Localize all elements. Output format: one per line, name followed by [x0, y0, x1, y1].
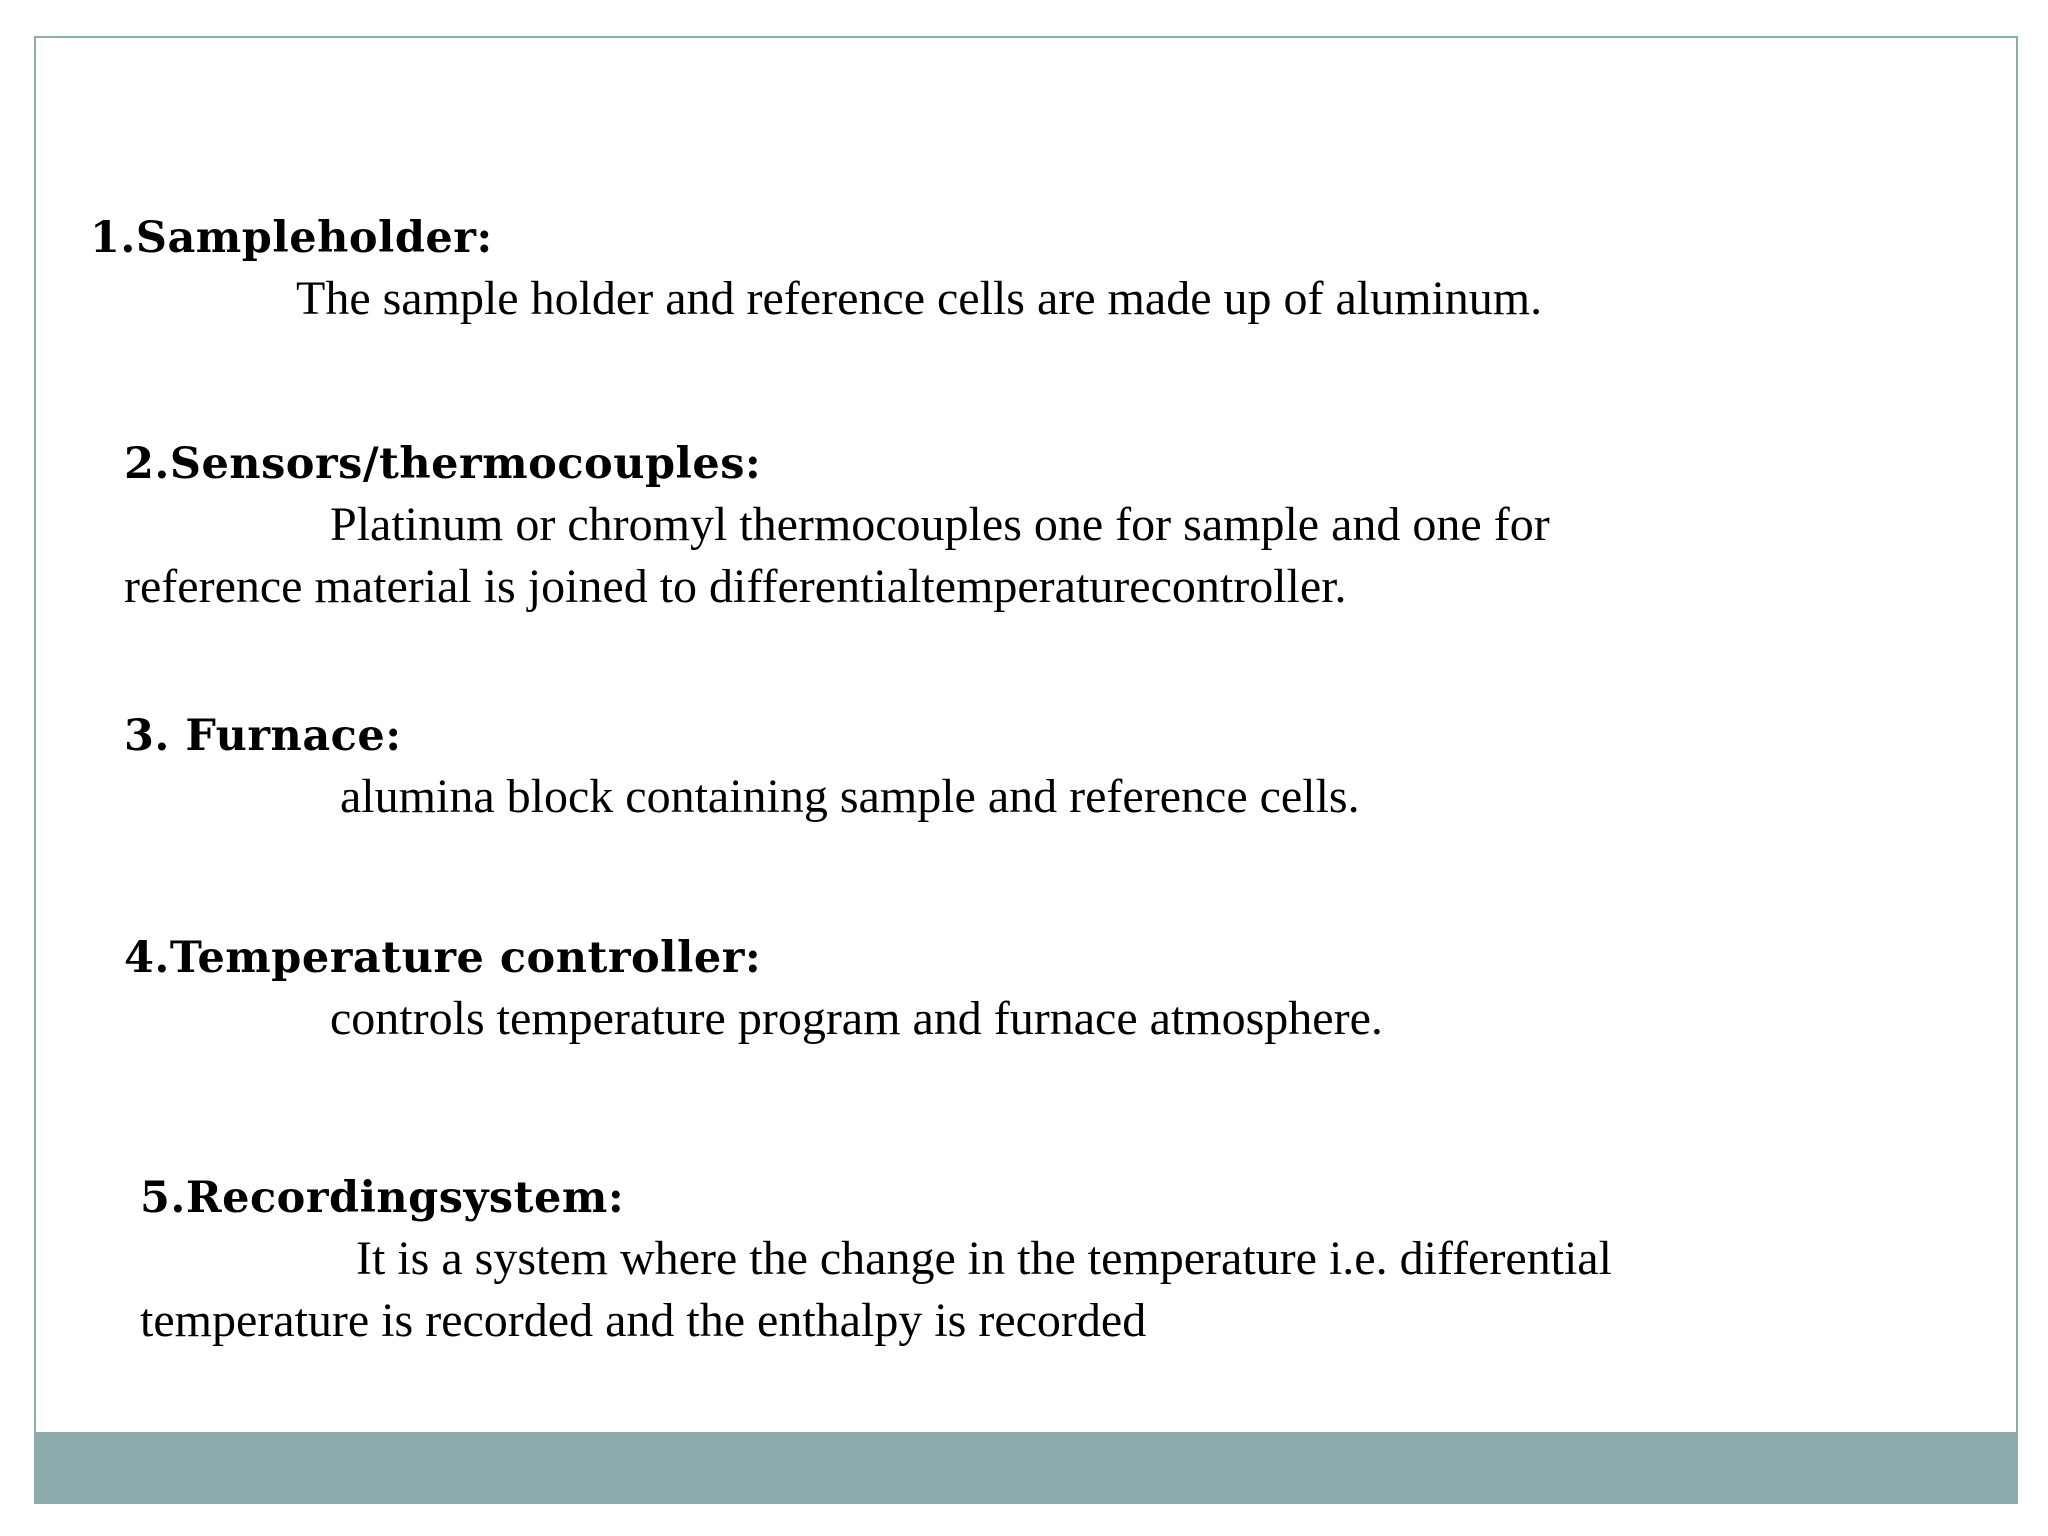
section-recording-system [140, 1168, 1612, 1352]
section-body [124, 988, 1383, 1050]
section-heading: 1.Sampleholder: [90, 213, 493, 263]
section-body-line: controls temperature program and furnace atmosphere. [330, 992, 1383, 1045]
section-heading: 3. Furnace: [124, 711, 402, 761]
section-body [124, 766, 1360, 828]
section-body-line: temperature is recorded and the enthalpy is recorded [140, 1294, 1147, 1347]
section-body [90, 268, 1542, 330]
section-body-line: The sample holder and reference cells are made up of aluminum. [296, 272, 1543, 325]
section-body [124, 494, 1550, 618]
section-body-line: Platinum or chromyl thermocouples one for sample and one for [330, 498, 1550, 551]
slide [34, 36, 2018, 1504]
section-heading: 5.Recordingsystem: [140, 1173, 625, 1223]
section-furnace [124, 706, 1360, 828]
section-sampleholder [90, 208, 1542, 330]
section-sensors [124, 434, 1550, 618]
section-heading: 2.Sensors/thermocouples: [124, 439, 762, 489]
section-body [140, 1228, 1612, 1352]
section-heading: 4.Temperature controller: [124, 933, 762, 983]
footer-bar [36, 1432, 2016, 1502]
section-body-line: alumina block containing sample and reference cells. [340, 770, 1360, 823]
section-temperature-controller [124, 928, 1383, 1050]
section-body-line: reference material is joined to differentialtemperaturecontroller. [124, 560, 1347, 613]
section-body-line: It is a system where the change in the temperature i.e. differential [356, 1232, 1612, 1285]
